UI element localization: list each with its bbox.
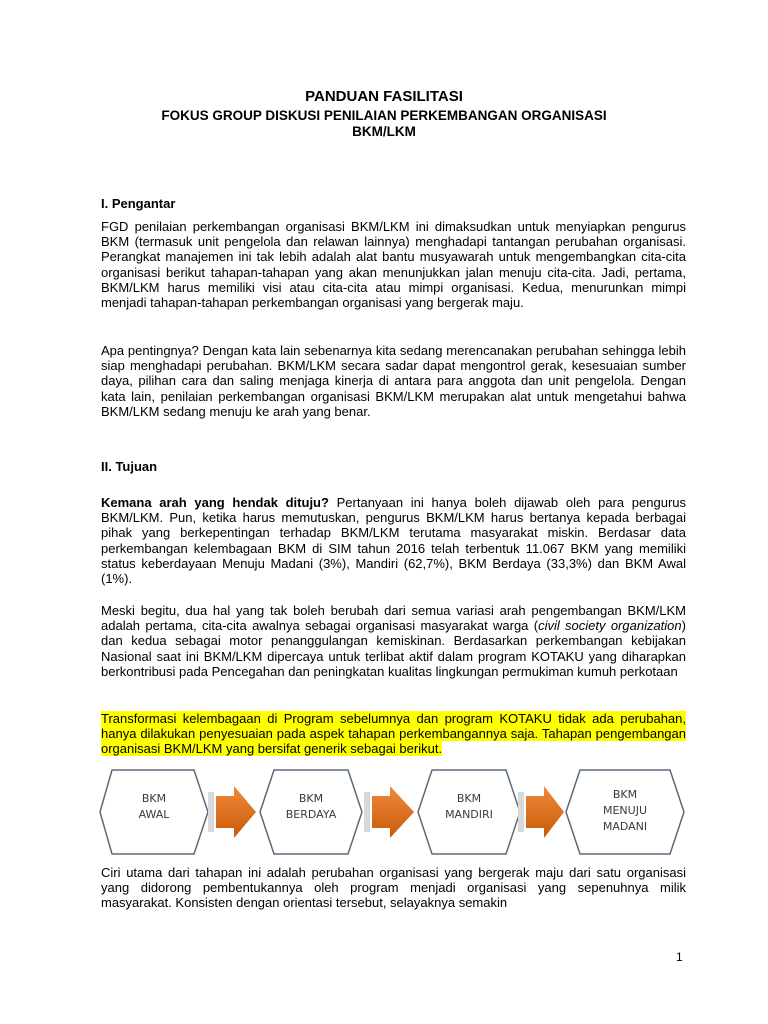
paragraph-tujuan-1-rest: Pertanyaan ini hanya boleh dijawab oleh para pengurus BKM/LKM. Pun, ketika harus memutuskan, pengurus BKM/LKM harus bertanya kepada berbagai pihak yang berkepentingan terhadap BKM/LKM terutama masyarakat miskin. Berdasar data perkembangan kelembagaan BKM di SIM tahun 2016 telah terbentuk 11.067 BKM yang memiliki status keberdayaan Menuju Madani (3%), Mandiri (62,7%), BKM Berdaya (33,3%) dan BKM Awal (1%). — [101, 495, 687, 587]
paragraph-tujuan-3-highlighted — [101, 711, 686, 757]
document-subtitle-line1: FOKUS GROUP DISKUSI PENILAIAN PERKEMBANGAN ORGANISASI — [161, 108, 607, 123]
paragraph-pengantar-1: FGD penilaian perkembangan organisasi BKM/LKM ini dimaksudkan untuk menyiapkan pengurus BKM (termasuk unit pengelola dan relawan lainnya) menghadapi tantangan perubahan organisasi. Perangkat manajemen ini tak lebih adalah alat bantu musyawarah untuk mengembangkan cita-cita organisasi berikut tahapan-tahapan yang akan menunjukkan jalan menuju cita-cita. Jadi, pertama, BKM/LKM harus memiliki visi atau cita-cita atau mimpi organisasi. Kedua, menurunkan mimpi menjadi tahapan-tahapan perkembangan organisasi yang bergerak maju. — [101, 219, 686, 311]
stage-label-berdaya-line2: BERDAYA — [285, 808, 337, 821]
paragraph-pengantar-2: Apa pentingnya? Dengan kata lain sebenarnya kita sedang merencanakan perubahan sehingga lebih siap menghadapi perubahan. BKM/LKM secara sadar dapat mengontrol gerak, kesesuaian sumber daya, pilihan cara dan saling menjaga kinerja di antara para anggota dan unit pengelola. Dengan kata lain, penilaian perkembangan organisasi BKM/LKM merupakan alat untuk mengetahui bahwa BKM/LKM sedang menuju ke arah yang benar. — [101, 343, 686, 419]
arrow-icon — [364, 786, 414, 838]
paragraph-tujuan-2-a: Meski begitu, dua hal yang tak boleh berubah dari semua variasi arah pengembangan BKM/LKM adalah pertama, cita-cita awalnya sebagai organisasi masyarakat warga ( — [101, 603, 686, 634]
document-subtitle-line2: BKM/LKM — [352, 124, 416, 139]
stage-label-mandiri-line2: MANDIRI — [445, 808, 493, 821]
stage-label-mandiri-line1: BKM — [456, 792, 482, 805]
stage-label-madani-line1: BKM — [612, 788, 638, 801]
document-title: PANDUAN FASILITASI — [305, 88, 463, 105]
stage-flow-diagram — [98, 768, 688, 856]
stage-label-madani-line3: MADANI — [602, 820, 648, 833]
stage-label-awal-line2: AWAL — [138, 808, 170, 821]
paragraph-tujuan-4: Ciri utama dari tahapan ini adalah perubahan organisasi yang bergerak maju dari satu organisasi yang didorong pembentukannya oleh program menjadi organisasi yang sepenuhnya milik masyarakat. Konsisten dengan orientasi tersebut, selayaknya semakin — [101, 865, 686, 911]
stage-label-madani-line2: MENUJU — [602, 804, 648, 817]
section-heading-tujuan: II. Tujuan — [101, 459, 158, 474]
stage-label-awal-line1: BKM — [141, 792, 167, 805]
highlighted-text: Transformasi kelembagaan di Program sebelumnya dan program KOTAKU tidak ada perubahan, hanya dilakukan penyesuaian pada aspek tahapan perkembangannya saja. Tahapan pengembangan organisasi BKM/LKM yang bersifat generik sebagai berikut. — [101, 711, 686, 757]
arrow-icon — [208, 786, 256, 838]
page-number: 1 — [676, 950, 683, 964]
arrow-icon — [518, 786, 564, 838]
paragraph-tujuan-1 — [101, 495, 686, 586]
italic-term: civil society organization — [538, 618, 682, 634]
section-heading-pengantar: I. Pengantar — [101, 196, 176, 211]
question-bold-text: Kemana arah yang hendak dituju? — [101, 495, 329, 510]
paragraph-tujuan-2 — [101, 603, 686, 679]
paragraph-tujuan-2-b: ) dan kedua sebagai motor penanggulangan kemiskinan. Berdasarkan perkembangan kebijakan Nasional saat ini BKM/LKM dipercaya untuk terlibat aktif dalam program KOTAKU yang diharapkan berkontribusi pada Pencegahan dan peningkatan kualitas lingkungan permukiman kumuh perkotaan — [101, 618, 686, 679]
stage-label-berdaya-line1: BKM — [298, 792, 324, 805]
